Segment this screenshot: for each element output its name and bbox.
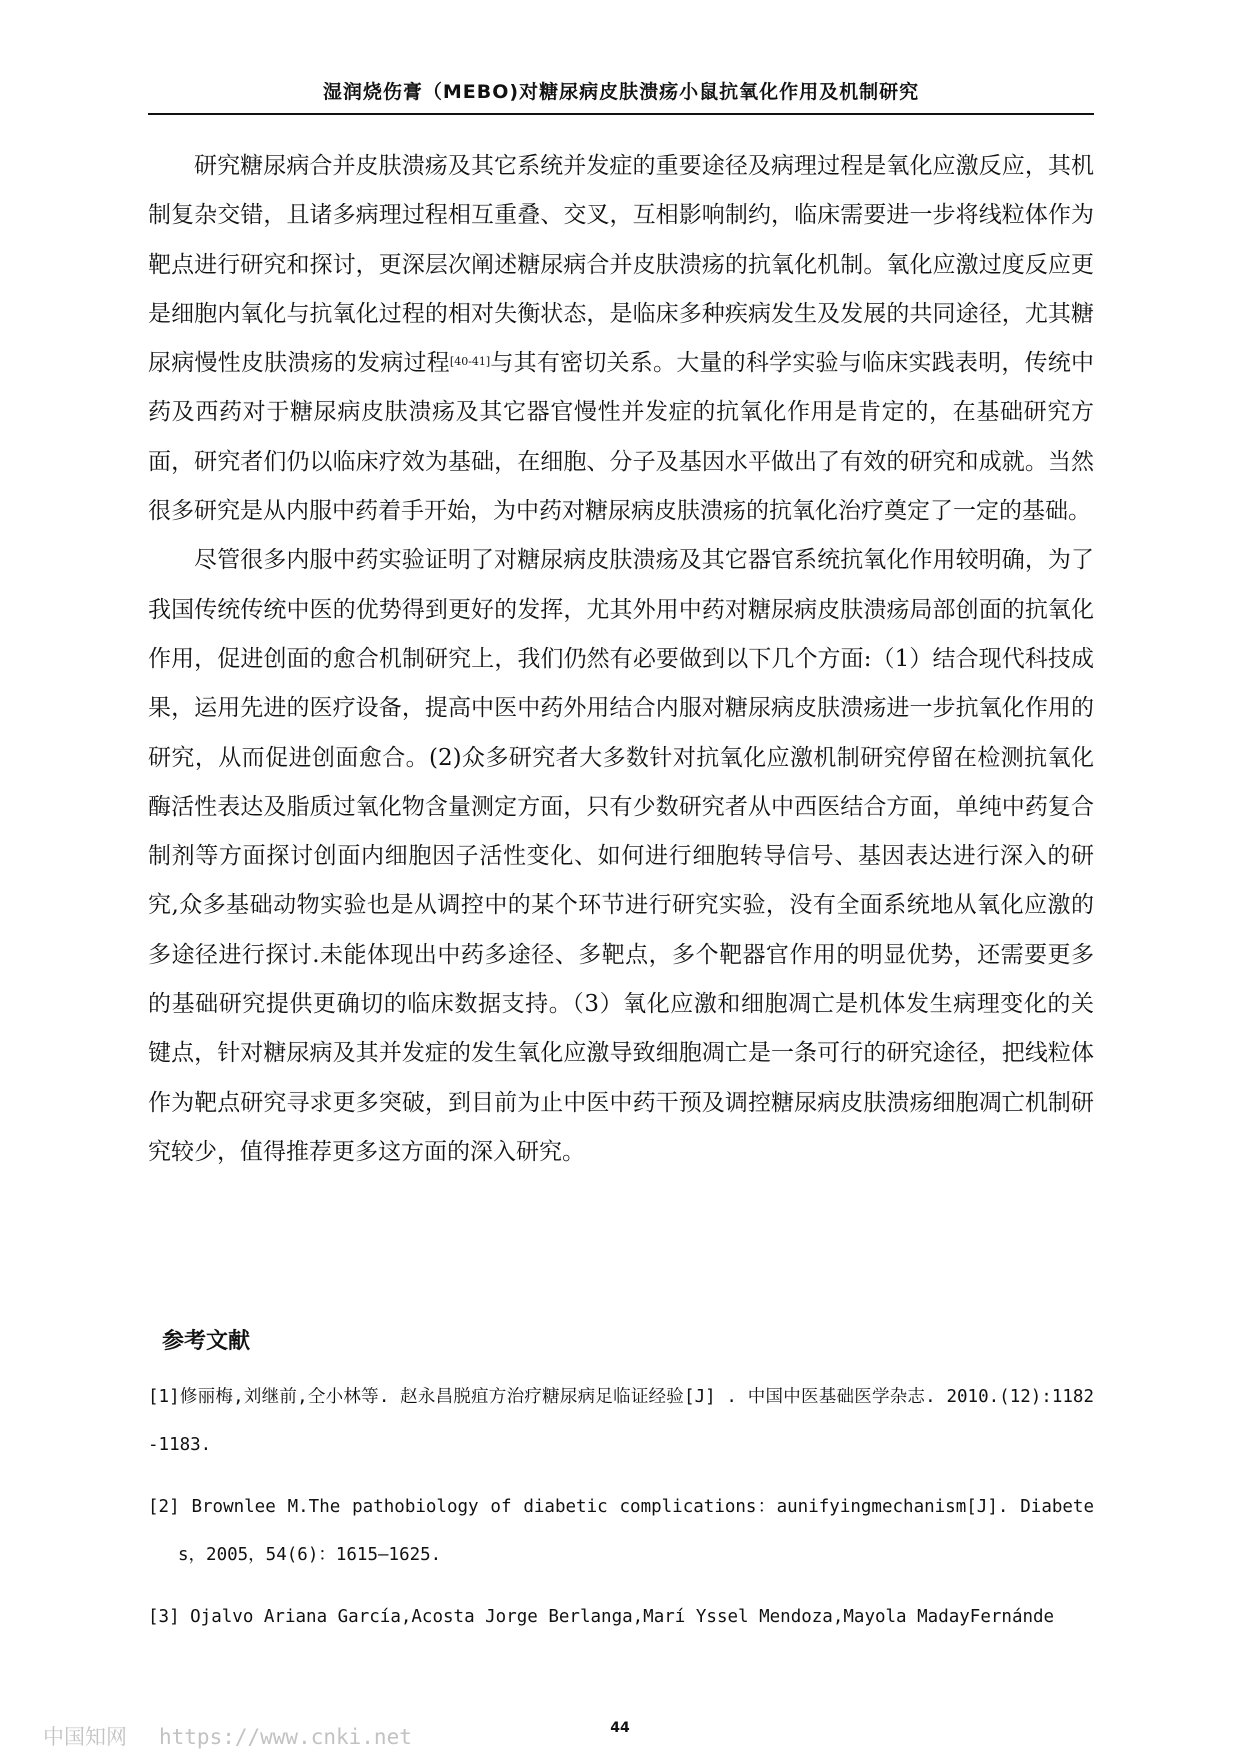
header-rule <box>148 113 1094 115</box>
running-header: 湿润烧伤膏（MEBO)对糖尿病皮肤溃疡小鼠抗氧化作用及机制研究 <box>322 81 920 103</box>
citation-superscript: [40-41] <box>449 355 491 369</box>
reference-item-2: [2] Brownlee M.The pathobiology of diabetic complications：aunifyingmechanism[J]. Diabetes，2005，54(6)：1615—1625. <box>148 1497 1094 1565</box>
references-heading: 参考文献 <box>162 1329 251 1354</box>
paragraph-1-text-b: 与其有密切关系。大量的科学实验与临床实践表明，传统中药及西药对于糖尿病皮肤溃疡及其它器官慢性并发症的抗氧化作用是肯定的，在基础研究方面，研究者们仍以临床疗效为基础，在细胞、分子及基因水平做出了有效的研究和成就。当然很多研究是从内服中药着手开始，为中药对糖尿病皮肤溃疡的抗氧化治疗奠定了一定的基础。 <box>148 350 1095 525</box>
paragraph-1 <box>148 142 1094 536</box>
reference-item-3: [3] Ojalvo Ariana García,Acosta Jorge Berlanga,Marí Yssel Mendoza,Mayola MadayFernánde <box>148 1607 1055 1627</box>
references-section <box>148 1327 1094 1655</box>
page-number: 44 <box>610 1720 630 1736</box>
paragraph-1-text-a: 研究糖尿病合并皮肤溃疡及其它系统并发症的重要途径及病理过程是氧化应激反应，其机制复杂交错，且诸多病理过程相互重叠、交叉，互相影响制约，临床需要进一步将线粒体作为靶点进行研究和探讨，更深层次阐述糖尿病合并皮肤溃疡的抗氧化机制。氧化应激过度反应更是细胞内氧化与抗氧化过程的相对失衡状态，是临床多种疾病发生及发展的共同途径，尤其糖尿病慢性皮肤溃疡的发病过程 <box>148 153 1094 377</box>
reference-item-1: [1]修丽梅,刘继前,仝小林等. 赵永昌脱疽方治疗糖尿病足临证经验[J] . 中国中医基础医学杂志. 2010.(12):1182-1183. <box>148 1387 1094 1455</box>
watermark-url: https://www.cnki.net <box>159 1725 412 1749</box>
paragraph-2: 尽管很多内服中药实验证明了对糖尿病皮肤溃疡及其它器官系统抗氧化作用较明确，为了我国传统传统中医的优势得到更好的发挥，尤其外用中药对糖尿病皮肤溃疡局部创面的抗氧化作用，促进创面的愈合机制研究上，我们仍然有必要做到以下几个方面:（1）结合现代科技成果，运用先进的医疗设备，提高中医中药外用结合内服对糖尿病皮肤溃疡进一步抗氧化作用的研究，从而促进创面愈合。(2)众多研究者大多数针对抗氧化应激机制研究停留在检测抗氧化酶活性表达及脂质过氧化物含量测定方面，只有少数研究者从中西医结合方面，单纯中药复合制剂等方面探讨创面内细胞因子活性变化、如何进行细胞转导信号、基因表达进行深入的研究,众多基础动物实验也是从调控中的某个环节进行研究实验，没有全面系统地从氧化应激的多途径进行探讨.未能体现出中药多途径、多靶点，多个靶器官作用的明显优势，还需要更多的基础研究提供更确切的临床数据支持。（3）氧化应激和细胞凋亡是机体发生病理变化的关键点，针对糖尿病及其并发症的发生氧化应激导致细胞凋亡是一条可行的研究途径，把线粒体作为靶点研究寻求更多突破，到目前为止中医中药干预及调控糖尿病皮肤溃疡细胞凋亡机制研究较少，值得推荐更多这方面的深入研究。 <box>148 547 1094 1165</box>
watermark-logo-text: 中国知网 <box>43 1725 127 1749</box>
cnki-watermark <box>43 1722 412 1752</box>
body-text <box>148 142 1094 1177</box>
